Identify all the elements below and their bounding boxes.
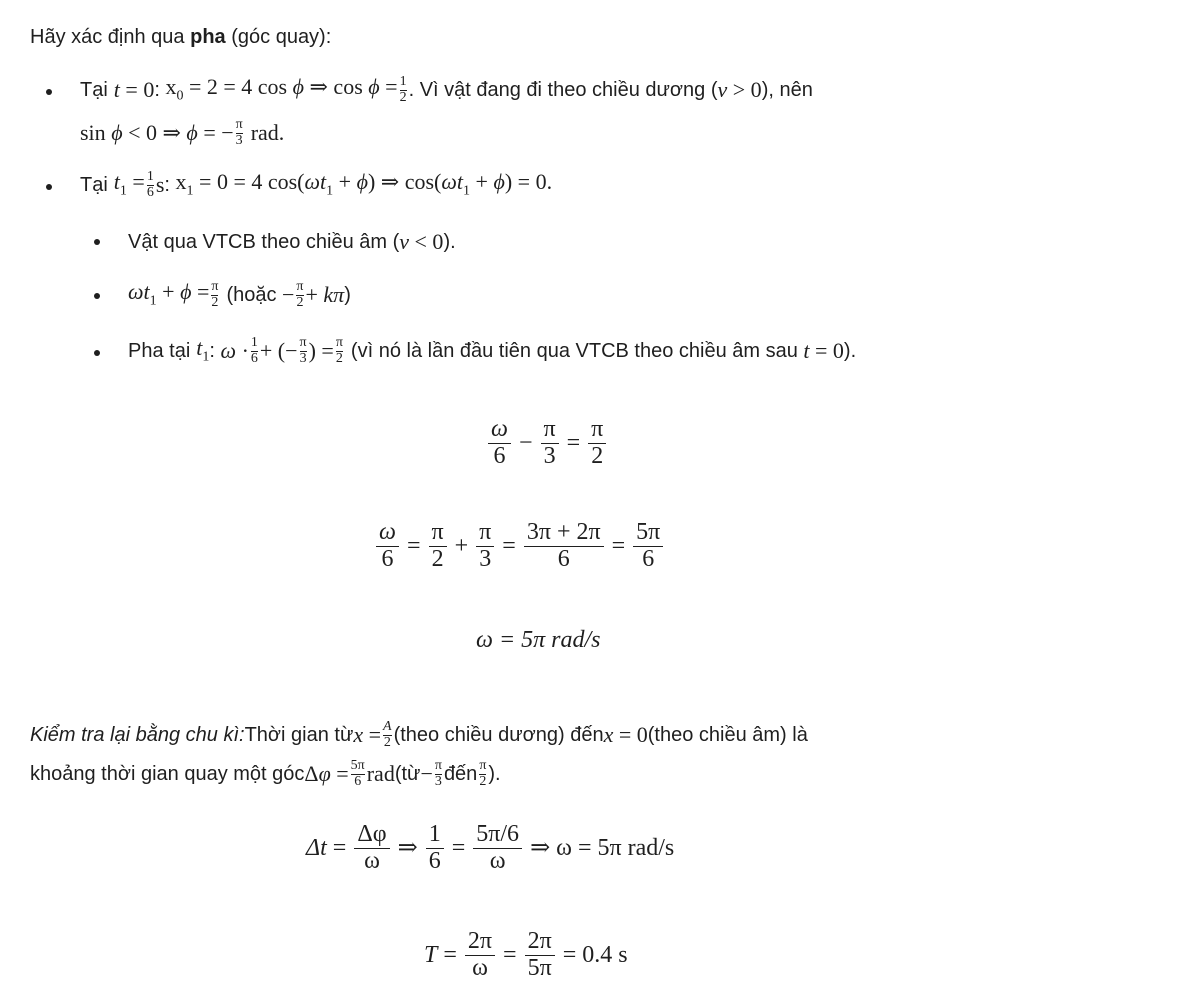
fraction-pi-3: $\frac{\pi}{3}$ [235,116,243,148]
bullet1-line2: sin ϕ < 0 ⇒ ϕ = − $\frac{\pi}{3}$ rad. [80,116,285,148]
eq5-den-a: ω [472,954,488,981]
bullet1-rad: rad. [250,120,285,145]
bullet2-math: $x_1 = 0 = 4$ $\cos(\omega t_1 + \phi)$ ⇒ $\cos(\omega t_1 + \phi) = 0$. [175,169,553,199]
check-line-2: khoảng thời gian quay một góc Δφ = $\frac{5\pi}{6}$ rad (từ − $\frac{\pi}{3}$ đến $\frac{\pi}{2}$ ). [30,757,501,789]
sub2-text: (hoặc [226,284,277,306]
equation-2: $\frac{\omega}{6}$ = $\frac{\pi}{2}$ + $\frac{\pi}{3}$ = $\frac{3\pi + 2\pi}{6}$ = $\frac{5\pi}{6}$ [374,513,665,579]
sub1-text: Vật qua VTCB theo chiều âm ( [128,231,400,253]
eq5-tail: = 0.4 s [562,942,628,968]
eq2-num1: 3π + 2π [526,519,601,546]
check-text2: (theo chiều dương) đến [393,724,604,746]
eq5-num-b: 2π [527,928,552,955]
eq4-num-a: Δφ [357,821,387,848]
eq5-num-a: 2π [467,928,493,955]
sub-bullet-dot-2 [94,293,100,299]
sub-bullet-dot-1 [94,239,100,245]
sub1-end: ). [443,231,456,253]
bullet-dot-1 [46,89,52,95]
eq4-den-c: ω [489,847,506,874]
eq4-num-c: 5π/6 [476,821,520,848]
bullet2-line: Tại $t_1$ = $\frac{1}{6}$ s : $x_1 = 0 = 4$ $\cos(\omega t_1 + \phi)$ ⇒ $\cos(\omega t_1 + \phi) = 0$. [80,168,553,200]
eq4-num-b: 1 [428,821,441,848]
bullet1-math-t0: t = 0 [113,77,155,102]
equation-1: $\frac{\omega}{6}$ − $\frac{\pi}{3}$ = $\frac{\pi}{2}$ [486,410,608,476]
fraction-1-6: $\frac{1}{6}$ [146,168,154,200]
intro-text-after: (góc quay): [225,26,332,48]
sub1-line: Vật qua VTCB theo chiều âm ( v < 0 ). [128,229,456,254]
check-line-1: Kiểm tra lại bằng chu kì: Thời gian từ x = $\frac{A}{2}$ (theo chiều dương) đến x = 0 (theo chiều âm) là [30,718,808,750]
bullet2-label: Tại [80,174,108,196]
eq4-den-b: 6 [428,847,441,874]
check-text3: (theo chiều âm) là [647,724,808,746]
bullet1-line1: Tại t = 0 : $x_0 = 2 = 4$ cos ϕ ⇒ cos ϕ = $\frac{1}{2}$ . Vì vật đang đi theo chiều dương ( v > 0 ), nên [80,73,813,105]
bullet2-unit: s [155,172,165,197]
sub3-line: Pha tại $t_1$ : ω · $\frac{1}{6}$ + (− $\frac{\pi}{3}$ ) = $\frac{\pi}{2}$ (vì nó là lần đầu tiên qua VTCB theo chiều âm sau t = 0 ). [128,334,857,366]
sub2-line: $\omega t_1 + \phi$ = $\frac{\pi}{2}$ (hoặc − $\frac{\pi}{2}$ + kπ ) [128,278,351,310]
bullet-dot-2 [46,184,52,190]
check-line2-d: ). [488,763,501,785]
sub3-end: ). [843,340,857,362]
eq2-den2: 6 [642,545,655,572]
equation-5: T = $\frac{2\pi}{\omega}$ = $\frac{2\pi}{5\pi}$ = 0.4 s [424,928,628,981]
bullet1-line1-end: ), nên [761,79,813,101]
eq4-den-a: ω [364,847,380,874]
check-text1: Thời gian từ [244,724,354,746]
fraction-1-2: $\frac{1}{2}$ [399,73,407,105]
bullet1-math-v: v > 0 [717,77,762,102]
sub-bullet-dot-3 [94,350,100,356]
eq4-tail: ⇒ ω = 5π rad/s [530,835,675,861]
eq5-den-b: 5π [527,954,552,981]
intro-text-before: Hãy xác định qua [30,26,191,48]
sub3-text: Pha tại [128,340,191,362]
bullet1-line1-text: . Vì vật đang đi theo chiều dương ( [408,79,718,101]
equation-4: Δt = $\frac{\Delta\varphi}{\omega}$ ⇒ $\frac{1}{6}$ = $\frac{5\pi/6}{\omega}$ ⇒ ω = 5π rad/s [306,821,675,874]
eq2-num2: 5π [636,519,661,546]
equation-3: ω = 5π rad/s [476,627,601,653]
intro-line [30,27,331,47]
check-line2-a: khoảng thời gian quay một góc [30,763,305,785]
bullet1-math-x0: $x_0 = 2 = 4$ cos ϕ ⇒ cos ϕ = [165,74,398,104]
bullet1-label: Tại [80,79,108,101]
sub2-end: ) [344,284,351,306]
check-line2-b: (từ [394,763,421,785]
eq2-den1: 6 [557,545,570,572]
intro-bold-pha: pha [190,26,226,48]
check-italic: Kiểm tra lại bằng chu kì: [30,724,245,746]
sub3-end-text: (vì nó là lần đầu tiên qua VTCB theo chiều âm sau [350,340,798,362]
check-line2-c: đến [443,763,478,785]
